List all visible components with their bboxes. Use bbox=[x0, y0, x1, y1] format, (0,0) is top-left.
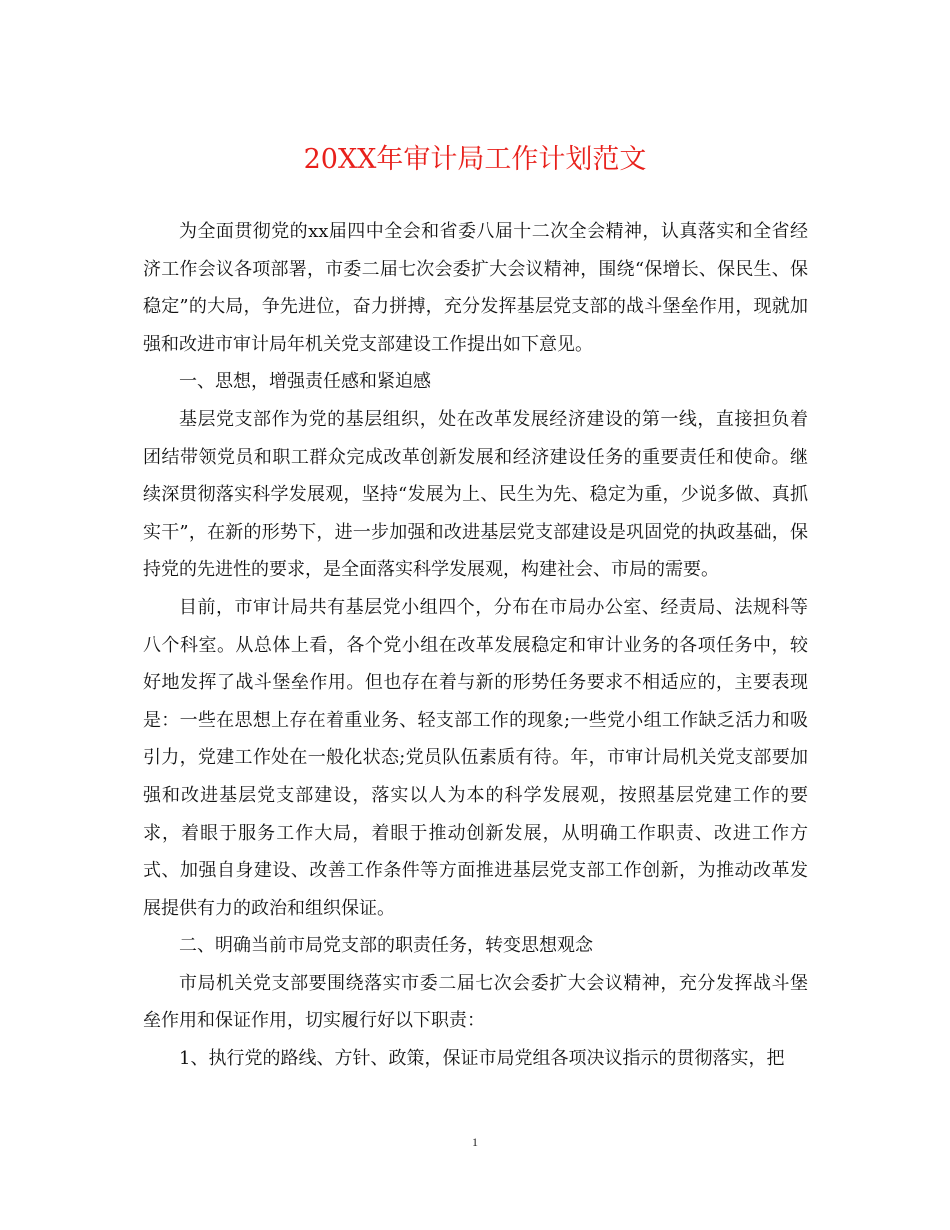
section-heading-1: 一、思想，增强责任感和紧迫感 bbox=[179, 371, 431, 393]
paragraph-current-status: 目前，市审计局共有基层党小组四个，分布在市局办公室、经责局、法规科等八个科室。从总体上看，各个党小组在改革发展稳定和审计业务的各项任务中，较好地发挥了战斗堡垒作用。但也存在着与新的形势任务要求不相适应的，主要表现是：一些在思想上存在着重业务、轻支部工作的现象;一些党小组工作缺乏活力和吸引力，党建工作处在一般化状态;党员队伍素质有待。年，市审计局机关党支部要加强和改进基层党支部建设，落实以人为本的科学发展观，按照基层党建工作的要求，着眼于服务工作大局，着眼于推动创新发展，从明确工作职责、改进工作方式、加强自身建设、改善工作条件等方面推进基层党支部工作创新，为推动改革发展提供有力的政治和组织保证。 bbox=[143, 596, 808, 919]
paragraph-section-1: 基层党支部作为党的基层组织，处在改革发展经济建设的第一线，直接担负着团结带领党员和职工群众完成改革创新发展和经济建设任务的重要责任和使命。继续深贯彻落实科学发展观，坚持“发展为上、民生为先、稳定为重，少说多做、真抓实干”，在新的形势下，进一步加强和改进基层党支部建设是巩固党的执政基础，保持党的先进性的要求，是全面落实科学发展观，构建社会、市局的需要。 bbox=[143, 408, 808, 581]
paragraph-section-2: 市局机关党支部要围绕落实市委二届七次会委扩大会议精神，充分发挥战斗堡垒作用和保证作用，切实履行好以下职责： bbox=[143, 972, 808, 1032]
section-heading-2: 二、明确当前市局党支部的职责任务，转变思想观念 bbox=[179, 935, 593, 957]
paragraph-intro: 为全面贯彻党的xx届四中全会和省委八届十二次全会精神，认真落实和全省经济工作会议各项部署，市委二届七次会委扩大会议精神，围绕“保增长、保民生、保稳定”的大局，争先进位，奋力拼搏，充分发挥基层党支部的战斗堡垒作用，现就加强和改进市审计局年机关党支部建设工作提出如下意见。 bbox=[143, 221, 808, 355]
list-item-1: 1、执行党的路线、方针、政策，保证市局党组各项决议指示的贯彻落实，把 bbox=[179, 1048, 785, 1070]
document-title: 20XX年审计局工作计划范文 bbox=[303, 144, 647, 175]
page-number: 1 bbox=[472, 1135, 478, 1149]
document-body bbox=[143, 213, 808, 1078]
